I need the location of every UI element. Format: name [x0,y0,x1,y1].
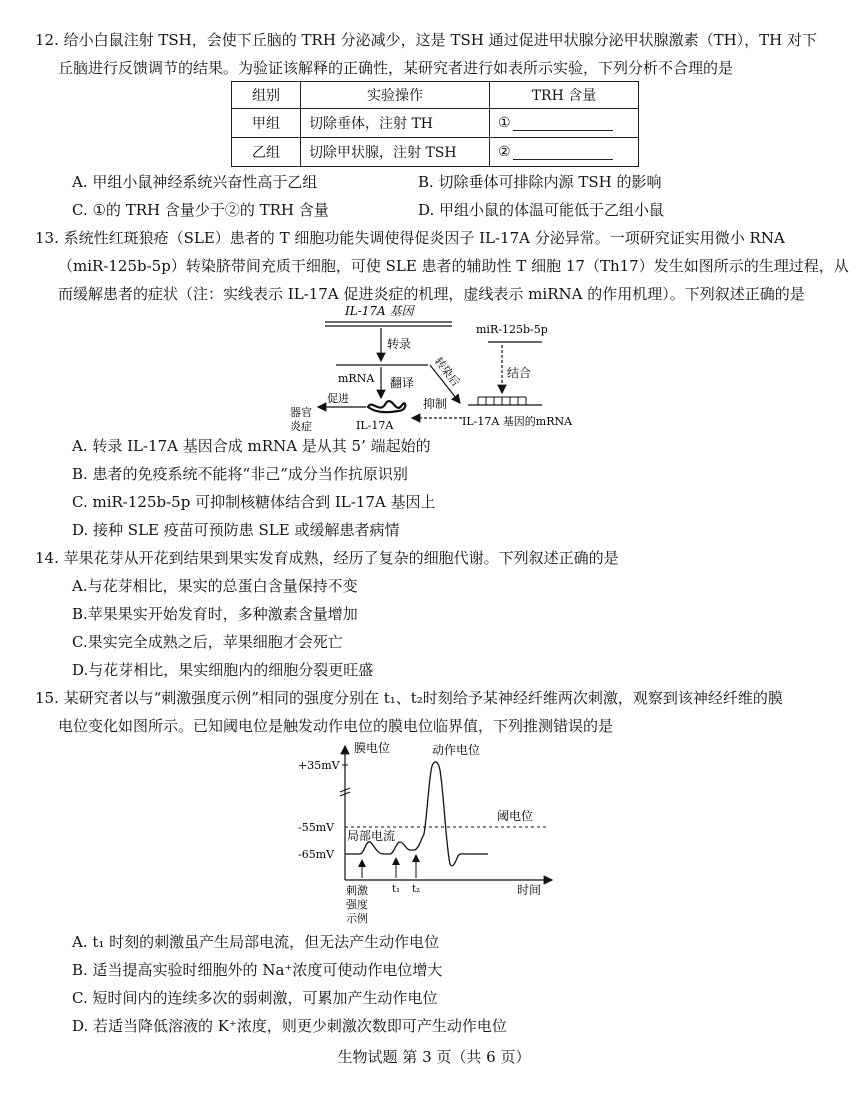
y-axis-label: 膜电位 [354,741,391,755]
table-header-row [232,82,639,109]
table-cell: 乙组 [232,138,301,167]
q13-diagram [280,303,600,433]
answer-blank [513,145,613,160]
promote-label: 促进 [327,392,349,405]
t1-label: t₁ [392,884,401,895]
translation-label: 翻译 [390,376,415,390]
q14-stem-line1: 14. 苹果花芽从开花到结果到果实发育成熟，经历了复杂的细胞代谢。下列叙述正确的是 [35,549,619,567]
q13-stem-line2: （miR-125b-5p）转染脐带间充质干细胞，可使 SLE 患者的辅助性 T 细胞 17（Th17）发生如图所示的生理过程，从 [58,257,849,275]
q13-option-c: C. miR-125b-5p 可抑制核糖体结合到 IL-17A 基因上 [72,493,436,511]
q14-option-b: B.苹果果实开始发育时，多种激素含量增加 [72,605,358,623]
q15-option-c: C. 短时间内的连续多次的弱刺激，可累加产生动作电位 [72,989,438,1007]
answer-mark: ② [498,144,511,160]
table-cell: 切除甲状腺，注射 TSH [301,138,490,167]
gene-label: IL-17A 基因 [345,304,414,318]
q15-stem-line1: 15. 某研究者以与“刺激强度示例”相同的强度分别在 t₁、t₂时刻给予某神经纤维两次刺激，观察到该神经纤维的膜 [35,689,783,707]
table-cell [490,138,639,167]
transfect-label: 转染后 [431,354,463,389]
q13-stem-line1: 13. 系统性红斑狼疮（SLE）患者的 T 细胞功能失调使得促炎因子 IL-17A 分泌异常。一项研究证实用微小 RNA [35,229,785,247]
answer-blank [513,116,613,131]
q12-option-c: C. ①的 TRH 含量少于②的 TRH 含量 [72,201,329,219]
tick-label: -65mV [298,848,335,861]
q13-option-a: A. 转录 IL-17A 基因合成 mRNA 是从其 5’ 端起始的 [72,437,431,455]
q14-option-d: D.与花芽相比，果实细胞内的细胞分裂更旺盛 [72,661,374,679]
action-potential-label: 动作电位 [432,743,481,757]
q12-option-b: B. 切除垂体可排除内源 TSH 的影响 [418,173,662,191]
mrna-bases [478,397,526,405]
tick-label: -55mV [298,821,335,834]
threshold-label: 阈电位 [497,809,534,823]
table-cell [490,109,639,138]
protein-label: IL-17A [356,419,394,432]
inhibit-label: 抑制 [423,397,448,411]
organ-label: 器官 [290,406,312,419]
table-header-cell: 组别 [232,82,301,109]
q14-option-a: A.与花芽相比，果实的总蛋白含量保持不变 [72,577,358,595]
q13-option-b: B. 患者的免疫系统不能将“非己”成分当作抗原识别 [72,465,408,483]
table-header-cell: 实验操作 [301,82,490,109]
q14-option-c: C.果实完全成熟之后，苹果细胞才会死亡 [72,633,343,651]
q15-option-a: A. t₁ 时刻的刺激虽产生局部电流，但无法产生动作电位 [72,933,440,951]
q15-stem-line2: 电位变化如图所示。已知阈电位是触发动作电位的膜电位临界值，下列推测错误的是 [58,717,614,735]
table-row [232,138,639,167]
protein-shape [368,401,405,412]
table-row [232,109,639,138]
stimulus-label: 示例 [346,912,368,925]
answer-mark: ① [498,115,511,131]
q12-table [231,81,639,167]
bind-label: 结合 [507,366,532,380]
stimulus-label: 刺激 [346,884,368,897]
table-header-cell: TRH 含量 [490,82,639,109]
inflammation-label: 炎症 [290,420,312,433]
mirna-label: miR-125b-5p [476,323,548,336]
stimulus-label: 强度 [346,898,368,911]
q13-stem-line3: 而缓解患者的症状（注：实线表示 IL-17A 促进炎症的机理，虚线表示 miRNA 的作用机理）。下列叙述正确的是 [58,285,805,303]
transcription-label: 转录 [387,337,412,351]
tick-label: +35mV [298,759,340,772]
mrna-label: mRNA [338,372,375,385]
table-cell: 甲组 [232,109,301,138]
q13-option-d: D. 接种 SLE 疫苗可预防患 SLE 或缓解患者病情 [72,521,400,539]
x-axis-label: 时间 [517,883,542,897]
q12-option-a: A. 甲组小鼠神经系统兴奋性高于乙组 [72,173,318,191]
target-mrna-label: IL-17A 基因的mRNA [462,415,573,428]
table-cell: 切除垂体，注射 TH [301,109,490,138]
q12-option-d: D. 甲组小鼠的体温可能低于乙组小鼠 [418,201,665,219]
local-current-label: 局部电流 [347,829,396,843]
t2-label: t₂ [412,884,421,895]
q12-stem-line2: 丘脑进行反馈调节的结果。为验证该解释的正确性，某研究者进行如表所示实验，下列分析不合理的是 [58,59,734,77]
q15-option-d: D. 若适当降低溶液的 K⁺浓度，则更少刺激次数即可产生动作电位 [72,1017,507,1035]
page-footer: 生物试题 第 3 页（共 6 页） [337,1048,531,1066]
membrane-potential-curve [345,762,488,866]
q15-option-b: B. 适当提高实验时细胞外的 Na⁺浓度可使动作电位增大 [72,961,443,979]
q12-stem-line1: 12. 给小白鼠注射 TSH，会使下丘脑的 TRH 分泌减少，这是 TSH 通过促进甲状腺分泌甲状腺激素（TH），TH 对下 [35,31,818,49]
q15-graph [290,736,570,926]
